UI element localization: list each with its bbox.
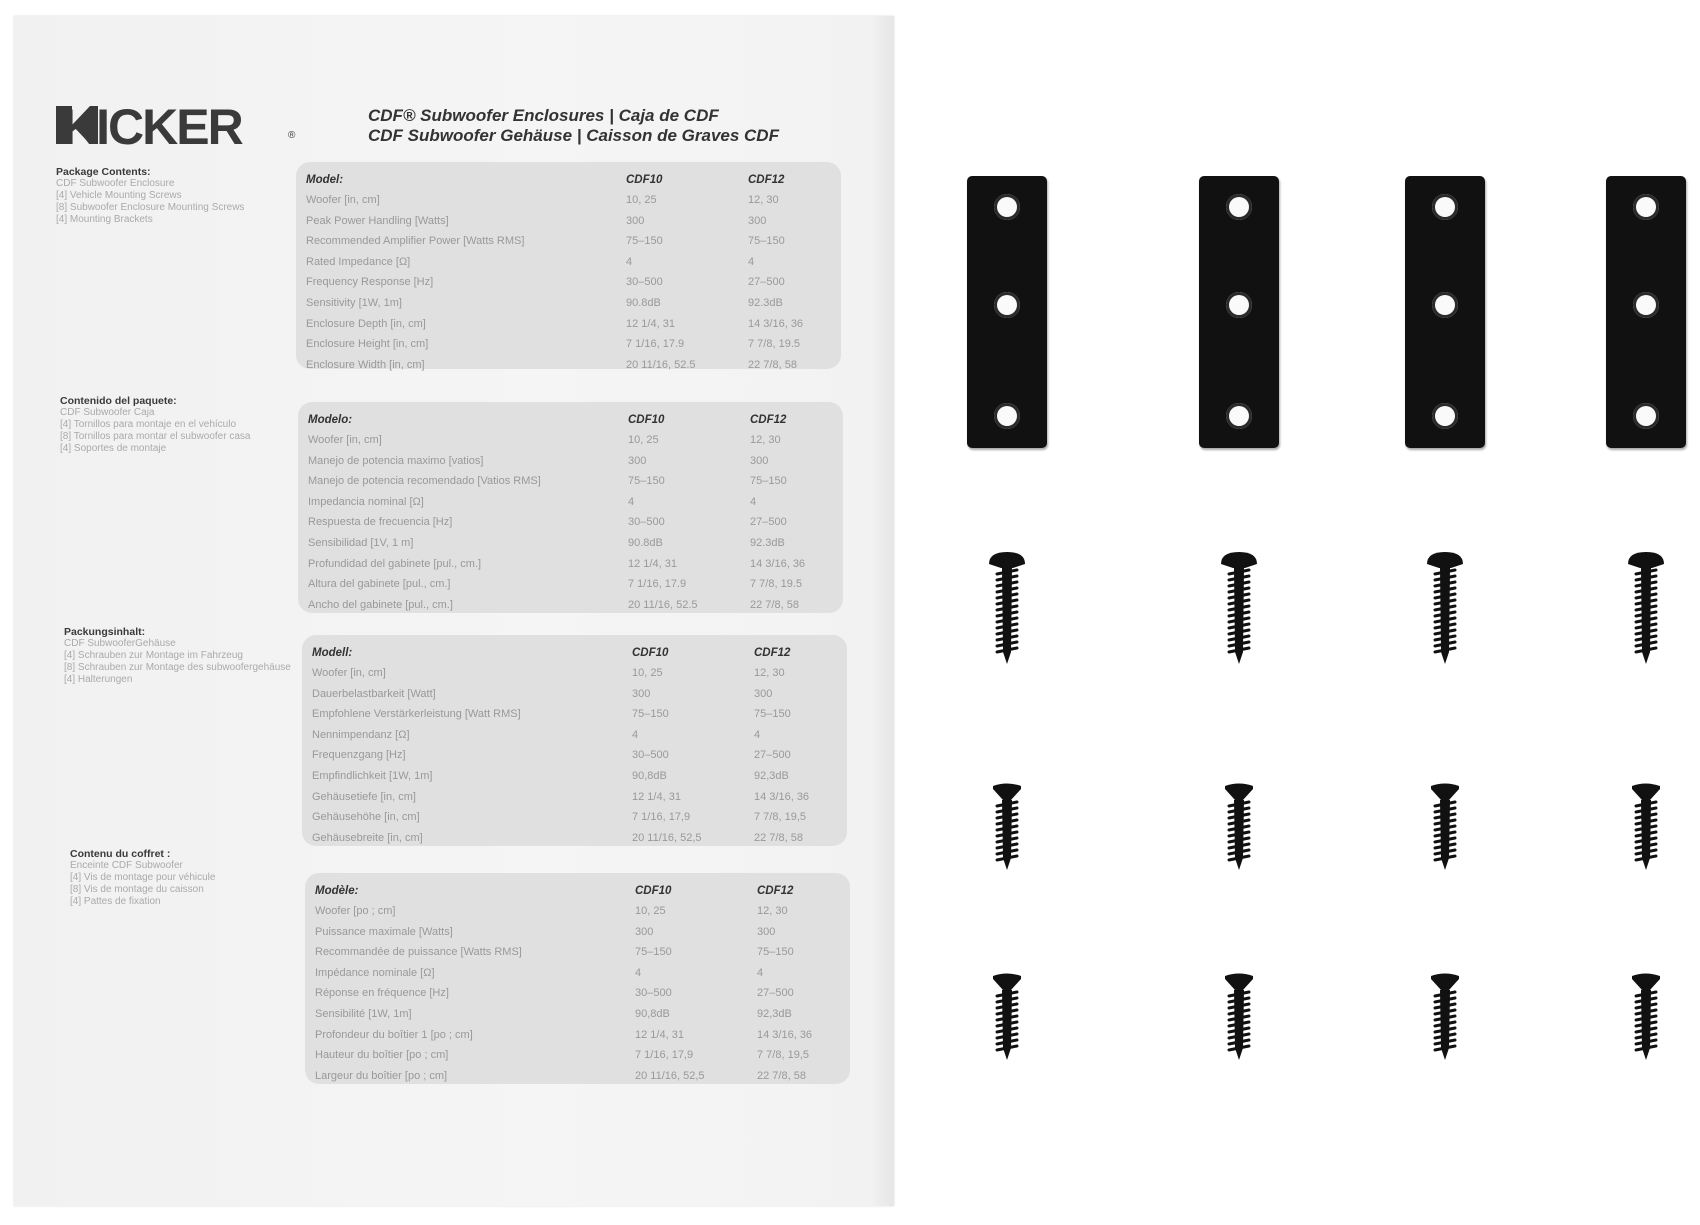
spec-value-cdf12: 22 7/8, 58 — [750, 598, 799, 611]
spec-value-cdf12: 27–500 — [754, 749, 791, 762]
spec-value-cdf10: 300 — [632, 687, 651, 700]
spec-label: Woofer [in, cm] — [312, 667, 386, 679]
spec-label: Peak Power Handling [Watts] — [306, 214, 449, 227]
bracket-hole — [994, 292, 1020, 318]
spec-value-cdf12: CDF12 — [754, 647, 791, 659]
registered-mark: ® — [288, 130, 296, 141]
spec-row — [306, 297, 841, 317]
mounting-bracket — [1606, 176, 1686, 448]
spec-value-cdf12: 75–150 — [750, 475, 787, 488]
package-item: Enceinte CDF Subwoofer — [70, 860, 183, 871]
spec-value-cdf10: 7 1/16, 17.9 — [628, 578, 687, 591]
spec-table — [298, 402, 843, 613]
package-item: [4] Tornillos para montaje en el vehículo — [60, 419, 237, 430]
spec-label: Empfohlene Verstärkerleistung [Watt RMS] — [312, 708, 521, 721]
spec-value-cdf10: 90.8dB — [626, 297, 661, 309]
spec-row — [312, 832, 847, 852]
mounting-bracket — [967, 176, 1047, 448]
spec-value-cdf10: 7 1/16, 17,9 — [632, 811, 691, 824]
spec-value-cdf10: 75–150 — [632, 708, 669, 721]
spec-row — [308, 599, 843, 619]
spec-value-cdf12: 22 7/8, 58 — [748, 358, 797, 371]
spec-value-cdf10: 10, 25 — [635, 905, 666, 917]
spec-value-cdf12: 300 — [750, 454, 769, 467]
spec-value-cdf10: 12 1/4, 31 — [626, 317, 675, 330]
spec-value-cdf12: 4 — [754, 728, 761, 741]
vehicle-mounting-screw — [1217, 548, 1261, 666]
spec-label: Puissance maximale [Watts] — [315, 925, 453, 938]
vehicle-mounting-screw — [985, 548, 1029, 666]
spec-row — [308, 434, 843, 454]
spec-value-cdf12: 92,3dB — [754, 770, 789, 782]
spec-row — [315, 1008, 850, 1028]
bracket-hole — [994, 403, 1020, 429]
spec-label: Profondeur du boîtier 1 [po ; cm] — [315, 1028, 473, 1041]
spec-row — [312, 791, 847, 811]
spec-value-cdf12: 75–150 — [748, 235, 785, 248]
spec-value-cdf10: 30–500 — [626, 276, 663, 289]
package-item: [8] Subwoofer Enclosure Mounting Screws — [56, 202, 245, 213]
spec-value-cdf10: 90.8dB — [628, 537, 663, 549]
spec-row — [315, 926, 850, 946]
spec-value-cdf10: 12 1/4, 31 — [632, 790, 681, 803]
spec-label: Enclosure Width [in, cm] — [306, 358, 425, 371]
spec-value-cdf10: 30–500 — [635, 987, 672, 1000]
bracket-hole — [1633, 403, 1659, 429]
vehicle-mounting-screw — [1624, 548, 1668, 666]
spec-row — [306, 194, 841, 214]
package-item: [4] Pattes de fixation — [70, 896, 161, 907]
spec-value-cdf12: CDF12 — [757, 885, 794, 897]
mounting-bracket — [1405, 176, 1485, 448]
package-contents — [60, 395, 250, 455]
bracket-hole — [1226, 292, 1252, 318]
spec-label: Modelo: — [308, 414, 353, 426]
spec-label: Enclosure Height [in, cm] — [306, 338, 429, 351]
header-line-2: CDF Subwoofer Gehäuse | Caisson de Graves CDF — [368, 126, 779, 145]
spec-value-cdf10: 75–150 — [635, 946, 672, 959]
spec-row — [306, 338, 841, 358]
spec-label: Réponse en fréquence [Hz] — [315, 987, 449, 1000]
spec-value-cdf12: 12, 30 — [748, 194, 779, 206]
spec-label: Enclosure Depth [in, cm] — [306, 317, 426, 330]
enclosure-mounting-screw — [1423, 780, 1467, 872]
spec-value-cdf12: 300 — [757, 925, 776, 938]
spec-value-cdf12: 12, 30 — [754, 667, 785, 679]
spec-value-cdf12: 4 — [750, 495, 757, 508]
spec-value-cdf12: 75–150 — [757, 946, 794, 959]
spec-label: Profundidad del gabinete [pul., cm.] — [308, 557, 482, 570]
spec-header-row — [312, 647, 847, 667]
spec-value-cdf10: 300 — [635, 925, 654, 938]
spec-row — [308, 578, 843, 598]
header-line-1: CDF® Subwoofer Enclosures | Caja de CDF — [368, 106, 719, 125]
spec-value-cdf12: 4 — [757, 966, 764, 979]
spec-value-cdf12: 7 7/8, 19.5 — [748, 338, 800, 351]
package-item: CDF Subwoofer Caja — [60, 407, 155, 418]
spec-value-cdf12: CDF12 — [750, 414, 787, 426]
spec-row — [315, 987, 850, 1007]
spec-value-cdf12: 27–500 — [748, 276, 785, 289]
package-item: [8] Vis de montage du caisson — [70, 884, 204, 895]
spec-value-cdf12: 12, 30 — [757, 905, 788, 917]
bracket-hole — [1432, 292, 1458, 318]
spec-row — [308, 496, 843, 516]
spec-label: Gehäusehöhe [in, cm] — [312, 811, 420, 824]
spec-value-cdf10: 75–150 — [628, 475, 665, 488]
spec-value-cdf10: 20 11/16, 52.5 — [626, 358, 696, 371]
enclosure-mounting-screw — [1624, 970, 1668, 1062]
spec-value-cdf10: 20 11/16, 52.5 — [628, 598, 698, 611]
spec-label: Altura del gabinete [pul., cm.] — [308, 578, 451, 591]
package-item: CDF Subwoofer Enclosure — [56, 178, 175, 189]
package-item: [4] Mounting Brackets — [56, 214, 153, 225]
spec-value-cdf10: 7 1/16, 17.9 — [626, 338, 685, 351]
spec-table — [305, 873, 850, 1084]
package-item: [4] Halterungen — [64, 674, 133, 685]
spec-value-cdf12: 92.3dB — [748, 297, 783, 309]
brand-name: KICKER — [62, 99, 242, 155]
spec-label: Largeur du boîtier [po ; cm] — [315, 1069, 448, 1082]
spec-value-cdf10: 4 — [632, 728, 639, 741]
spec-value-cdf12: 7 7/8, 19,5 — [754, 811, 806, 824]
bracket-hole — [1226, 403, 1252, 429]
spec-row — [312, 688, 847, 708]
spec-label: Impedancia nominal [Ω] — [308, 495, 424, 508]
bracket-hole — [1633, 194, 1659, 220]
spec-row — [312, 811, 847, 831]
spec-value-cdf10: 20 11/16, 52,5 — [632, 831, 702, 844]
enclosure-mounting-screw — [985, 970, 1029, 1062]
spec-value-cdf12: 14 3/16, 36 — [750, 557, 806, 570]
package-contents-title: Contenido del paquete: — [60, 395, 177, 407]
spec-row — [308, 537, 843, 557]
spec-label: Ancho del gabinete [pul., cm.] — [308, 598, 453, 611]
spec-value-cdf10: 300 — [626, 214, 645, 227]
spec-value-cdf10: 30–500 — [632, 749, 669, 762]
spec-value-cdf10: CDF10 — [632, 647, 669, 659]
spec-label: Frequenzgang [Hz] — [312, 749, 406, 762]
spec-label: Rated Impedance [Ω] — [306, 255, 411, 268]
spec-row — [312, 667, 847, 687]
enclosure-mounting-screw — [1423, 970, 1467, 1062]
enclosure-mounting-screw — [1217, 780, 1261, 872]
spec-row — [308, 516, 843, 536]
spec-row — [315, 967, 850, 987]
spec-value-cdf12: 14 3/16, 36 — [754, 790, 810, 803]
spec-value-cdf10: 30–500 — [628, 516, 665, 529]
spec-row — [312, 770, 847, 790]
spec-value-cdf12: 27–500 — [750, 516, 787, 529]
spec-label: Sensitivity [1W, 1m] — [306, 297, 402, 309]
spec-label: Gehäusetiefe [in, cm] — [312, 790, 416, 803]
spec-label: Manejo de potencia recomendado [Vatios RMS] — [308, 475, 541, 488]
spec-row — [306, 215, 841, 235]
spec-value-cdf12: 22 7/8, 58 — [757, 1069, 806, 1082]
spec-value-cdf10: 75–150 — [626, 235, 663, 248]
spec-row — [308, 558, 843, 578]
spec-label: Modell: — [312, 647, 353, 659]
spec-value-cdf10: 10, 25 — [628, 434, 659, 446]
spec-value-cdf12: 14 3/16, 36 — [757, 1028, 813, 1041]
spec-header-row — [306, 174, 841, 194]
sheet-shadow — [870, 16, 894, 1206]
spec-value-cdf10: 90,8dB — [635, 1008, 670, 1020]
spec-row — [306, 235, 841, 255]
spec-value-cdf12: 300 — [754, 687, 773, 700]
enclosure-mounting-screw — [1217, 970, 1261, 1062]
spec-value-cdf10: 7 1/16, 17,9 — [635, 1049, 694, 1062]
package-contents-title: Package Contents: — [56, 166, 151, 178]
spec-label: Dauerbelastbarkeit [Watt] — [312, 687, 436, 700]
spec-label: Model: — [306, 174, 344, 186]
spec-row — [315, 1070, 850, 1090]
spec-label: Woofer [in, cm] — [306, 194, 380, 206]
package-item: [8] Tornillos para montar el subwoofer casa — [60, 431, 251, 442]
spec-row — [315, 905, 850, 925]
spec-label: Sensibilité [1W, 1m] — [315, 1008, 412, 1020]
spec-label: Empfindlichkeit [1W, 1m] — [312, 770, 433, 782]
spec-value-cdf12: 75–150 — [754, 708, 791, 721]
spec-header-row — [315, 885, 850, 905]
spec-value-cdf10: 90,8dB — [632, 770, 667, 782]
spec-header-row — [308, 414, 843, 434]
spec-value-cdf12: 4 — [748, 255, 755, 268]
spec-row — [306, 256, 841, 276]
spec-value-cdf10: 12 1/4, 31 — [628, 557, 677, 570]
package-contents — [56, 166, 244, 226]
spec-row — [312, 729, 847, 749]
mounting-bracket — [1199, 176, 1279, 448]
package-contents-title: Contenu du coffret : — [70, 848, 171, 860]
spec-label: Impédance nominale [Ω] — [315, 966, 435, 979]
spec-value-cdf12: 7 7/8, 19.5 — [750, 578, 802, 591]
enclosure-mounting-screw — [1624, 780, 1668, 872]
spec-row — [308, 475, 843, 495]
spec-row — [315, 946, 850, 966]
spec-value-cdf12: 12, 30 — [750, 434, 781, 446]
spec-row — [315, 1029, 850, 1049]
bracket-hole — [994, 194, 1020, 220]
spec-label: Recommended Amplifier Power [Watts RMS] — [306, 235, 525, 248]
spec-label: Modèle: — [315, 885, 359, 897]
spec-value-cdf12: 7 7/8, 19,5 — [757, 1049, 809, 1062]
package-item: CDF SubwooferGehäuse — [64, 638, 176, 649]
spec-row — [312, 708, 847, 728]
vehicle-mounting-screw — [1423, 548, 1467, 666]
spec-value-cdf10: CDF10 — [626, 174, 663, 186]
spec-value-cdf12: 27–500 — [757, 987, 794, 1000]
enclosure-mounting-screw — [985, 780, 1029, 872]
spec-value-cdf10: CDF10 — [635, 885, 672, 897]
spec-value-cdf10: 4 — [635, 966, 642, 979]
spec-value-cdf12: 92,3dB — [757, 1008, 792, 1020]
spec-row — [308, 455, 843, 475]
spec-value-cdf12: 22 7/8, 58 — [754, 831, 803, 844]
bracket-hole — [1432, 194, 1458, 220]
spec-value-cdf12: 300 — [748, 214, 767, 227]
spec-value-cdf10: 300 — [628, 454, 647, 467]
package-contents-title: Packungsinhalt: — [64, 626, 146, 638]
spec-value-cdf10: 12 1/4, 31 — [635, 1028, 684, 1041]
spec-label: Gehäusebreite [in, cm] — [312, 831, 423, 844]
spec-row — [312, 749, 847, 769]
spec-label: Manejo de potencia maximo [vatios] — [308, 454, 484, 467]
spec-label: Recommandée de puissance [Watts RMS] — [315, 946, 522, 959]
spec-value-cdf10: 10, 25 — [626, 194, 657, 206]
spec-value-cdf10: 4 — [626, 255, 633, 268]
spec-table — [302, 635, 847, 846]
package-item: [8] Schrauben zur Montage des subwoofergehäuse — [64, 662, 291, 673]
spec-value-cdf12: 92.3dB — [750, 537, 785, 549]
spec-label: Woofer [in, cm] — [308, 434, 382, 446]
spec-label: Hauteur du boîtier [po ; cm] — [315, 1049, 449, 1062]
package-item: [4] Soportes de montaje — [60, 443, 167, 454]
spec-label: Respuesta de frecuencia [Hz] — [308, 516, 453, 529]
spec-label: Frequency Response [Hz] — [306, 276, 434, 289]
spec-value-cdf10: 10, 25 — [632, 667, 663, 679]
spec-row — [306, 318, 841, 338]
package-item: [4] Schrauben zur Montage im Fahrzeug — [64, 650, 243, 661]
spec-table — [296, 162, 841, 369]
spec-label: Nennimpendanz [Ω] — [312, 728, 410, 741]
spec-label: Woofer [po ; cm] — [315, 905, 396, 917]
spec-label: Sensibilidad [1V, 1 m] — [308, 537, 414, 549]
package-item: [4] Vis de montage pour véhicule — [70, 872, 216, 883]
package-contents — [70, 848, 215, 908]
bracket-hole — [1226, 194, 1252, 220]
spec-row — [315, 1049, 850, 1069]
spec-value-cdf12: CDF12 — [748, 174, 785, 186]
spec-value-cdf10: CDF10 — [628, 414, 665, 426]
spec-value-cdf10: 20 11/16, 52,5 — [635, 1069, 705, 1082]
spec-value-cdf10: 4 — [628, 495, 635, 508]
spec-row — [306, 359, 841, 379]
spec-row — [306, 276, 841, 296]
spec-value-cdf12: 14 3/16, 36 — [748, 317, 804, 330]
bracket-hole — [1432, 403, 1458, 429]
bracket-hole — [1633, 292, 1659, 318]
package-contents — [64, 626, 291, 686]
package-item: [4] Vehicle Mounting Screws — [56, 190, 182, 201]
